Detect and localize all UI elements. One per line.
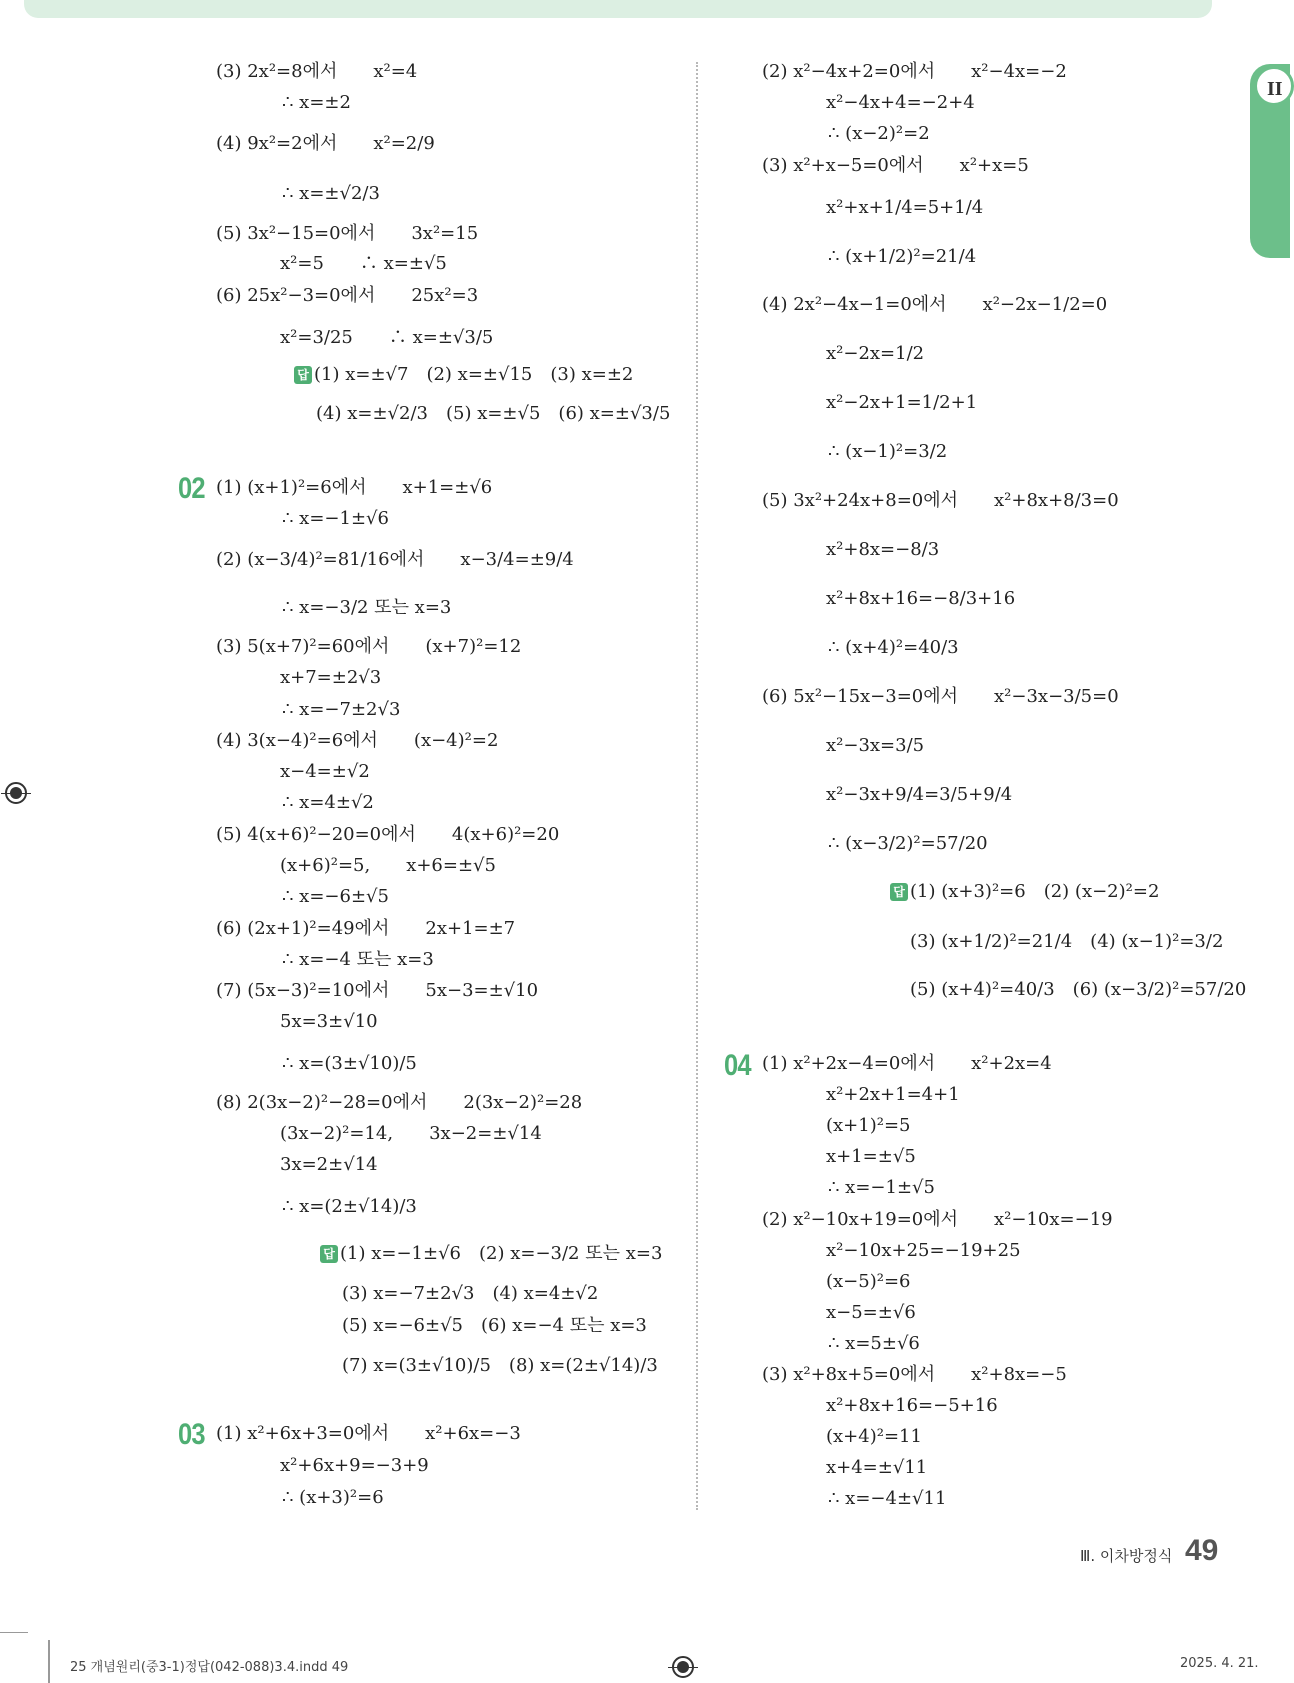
solution-line: ∴ x=4±√2 xyxy=(282,792,374,813)
registration-mark-icon xyxy=(5,782,27,804)
solution-line: (7) (5x−3)²=10에서 5x−3=±√10 xyxy=(216,980,539,1001)
solution-line: x²+2x+1=4+1 xyxy=(826,1084,960,1105)
answer-line: (7) x=(3±√10)/5 (8) x=(2±√14)/3 xyxy=(342,1355,658,1376)
solution-line: (5) 3x²−15=0에서 3x²=15 xyxy=(216,223,479,244)
answer-line xyxy=(320,1242,662,1266)
solution-line: (6) (2x+1)²=49에서 2x+1=±7 xyxy=(216,918,516,939)
answer-text: (1) x=−1±√6 (2) x=−3/2 또는 x=3 xyxy=(340,1243,663,1264)
solution-line: ∴ (x+1/2)²=21/4 xyxy=(828,246,977,267)
answer-badge: 답 xyxy=(320,1245,338,1263)
solution-line: ∴ x=±2 xyxy=(282,92,351,113)
crop-line xyxy=(48,1640,50,1683)
solution-line: 3x=2±√14 xyxy=(280,1154,378,1175)
solution-line: ∴ x=(3±√10)/5 xyxy=(282,1053,417,1074)
solution-line: (x−5)²=6 xyxy=(826,1271,911,1292)
answer-badge: 답 xyxy=(890,883,908,901)
solution-line: ∴ x=−4 또는 x=3 xyxy=(282,949,434,970)
solution-line: (x+6)²=5, x+6=±√5 xyxy=(280,855,496,876)
solution-line: x²−2x+1=1/2+1 xyxy=(826,392,978,413)
top-decorative-bar xyxy=(24,0,1212,18)
solution-line: x+1=±√5 xyxy=(826,1146,916,1167)
solution-line: (3) 5(x+7)²=60에서 (x+7)²=12 xyxy=(216,636,522,657)
file-info: 25 개념원리(중3-1)정답(042-088)3.4.indd 49 xyxy=(70,1660,349,1675)
solution-line: ∴ (x+4)²=40/3 xyxy=(828,637,959,658)
solution-line: ∴ (x−2)²=2 xyxy=(828,123,930,144)
solution-line: (x+4)²=11 xyxy=(826,1426,922,1447)
solution-line: ∴ x=(2±√14)/3 xyxy=(282,1196,417,1217)
crop-line xyxy=(0,1632,28,1633)
solution-line: (1) x²+6x+3=0에서 x²+6x=−3 xyxy=(216,1423,521,1444)
question-number: 04 xyxy=(724,1049,751,1082)
solution-line: (6) 25x²−3=0에서 25x²=3 xyxy=(216,285,479,306)
solution-line: (2) x²−4x+2=0에서 x²−4x=−2 xyxy=(762,61,1067,82)
solution-line: x−4=±√2 xyxy=(280,761,370,782)
solution-line: (2) (x−3/4)²=81/16에서 x−3/4=±9/4 xyxy=(216,549,574,570)
solution-line: x²+8x=−8/3 xyxy=(826,539,940,560)
solution-line: (4) 3(x−4)²=6에서 (x−4)²=2 xyxy=(216,730,499,751)
solution-line: (8) 2(3x−2)²−28=0에서 2(3x−2)²=28 xyxy=(216,1092,583,1113)
solution-line: ∴ (x+3)²=6 xyxy=(282,1487,384,1508)
solution-line: x²−3x+9/4=3/5+9/4 xyxy=(826,784,1013,805)
solution-line: ∴ x=−7±2√3 xyxy=(282,699,401,720)
solution-line: ∴ x=−4±√11 xyxy=(828,1488,947,1509)
answer-line: (5) (x+4)²=40/3 (6) (x−3/2)²=57/20 xyxy=(910,979,1247,1000)
solution-line: x+4=±√11 xyxy=(826,1457,928,1478)
solution-line: x²+8x+16=−8/3+16 xyxy=(826,588,1016,609)
column-divider xyxy=(696,62,698,1510)
answer-line: (3) x=−7±2√3 (4) x=4±√2 xyxy=(342,1283,599,1304)
solution-line: ∴ x=±√2/3 xyxy=(282,183,380,204)
answer-line: (5) x=−6±√5 (6) x=−4 또는 x=3 xyxy=(342,1315,647,1336)
solution-line: ∴ x=−1±√5 xyxy=(828,1177,935,1198)
solution-line: x²−2x=1/2 xyxy=(826,343,925,364)
solution-line: (5) 4(x+6)²−20=0에서 4(x+6)²=20 xyxy=(216,824,560,845)
solution-line: x²+8x+16=−5+16 xyxy=(826,1395,998,1416)
solution-line: x−5=±√6 xyxy=(826,1302,916,1323)
solution-line: ∴ x=−3/2 또는 x=3 xyxy=(282,597,452,618)
solution-line: ∴ x=−1±√6 xyxy=(282,508,389,529)
print-date: 2025. 4. 21. xyxy=(1180,1656,1259,1671)
question-number: 03 xyxy=(178,1418,205,1451)
solution-line: (x+1)²=5 xyxy=(826,1115,911,1136)
solution-line: (3) 2x²=8에서 x²=4 xyxy=(216,61,418,82)
chapter-title: Ⅲ. 이차방정식 xyxy=(1080,1547,1173,1565)
answer-line: (4) x=±√2/3 (5) x=±√5 (6) x=±√3/5 xyxy=(316,403,671,424)
solution-line: 5x=3±√10 xyxy=(280,1011,378,1032)
solution-line: (3x−2)²=14, 3x−2=±√14 xyxy=(280,1123,542,1144)
solution-line: ∴ x=−6±√5 xyxy=(282,886,389,907)
solution-line: ∴ (x−1)²=3/2 xyxy=(828,441,948,462)
chapter-tab-label: II xyxy=(1254,66,1294,106)
solution-line: ∴ (x−3/2)²=57/20 xyxy=(828,833,988,854)
answer-text: (1) (x+3)²=6 (2) (x−2)²=2 xyxy=(910,881,1160,902)
solution-line: (4) 9x²=2에서 x²=2/9 xyxy=(216,133,435,154)
solution-line: (3) x²+x−5=0에서 x²+x=5 xyxy=(762,155,1029,176)
solution-line: x²−4x+4=−2+4 xyxy=(826,92,975,113)
solution-line: (5) 3x²+24x+8=0에서 x²+8x+8/3=0 xyxy=(762,490,1119,511)
answer-text: (1) x=±√7 (2) x=±√15 (3) x=±2 xyxy=(314,364,634,385)
solution-line: x²+6x+9=−3+9 xyxy=(280,1455,429,1476)
solution-line: (6) 5x²−15x−3=0에서 x²−3x−3/5=0 xyxy=(762,686,1119,707)
solution-line: (2) x²−10x+19=0에서 x²−10x=−19 xyxy=(762,1209,1113,1230)
solution-line: x²=3/25 ∴ x=±√3/5 xyxy=(280,327,494,348)
answer-line xyxy=(890,880,1159,904)
solution-line: x²−10x+25=−19+25 xyxy=(826,1240,1021,1261)
page-number: 49 xyxy=(1185,1534,1219,1567)
solution-line: x+7=±2√3 xyxy=(280,667,382,688)
solution-line: x²=5 ∴ x=±√5 xyxy=(280,253,447,274)
solution-line: (1) x²+2x−4=0에서 x²+2x=4 xyxy=(762,1053,1052,1074)
answer-badge: 답 xyxy=(294,366,312,384)
answer-line xyxy=(294,363,633,387)
question-number: 02 xyxy=(178,472,205,505)
registration-mark-icon xyxy=(672,1656,694,1678)
solution-line: x²+x+1/4=5+1/4 xyxy=(826,197,984,218)
answer-line: (3) (x+1/2)²=21/4 (4) (x−1)²=3/2 xyxy=(910,931,1224,952)
solution-line: ∴ x=5±√6 xyxy=(828,1333,920,1354)
chapter-side-tab xyxy=(1250,64,1290,258)
solution-line: (4) 2x²−4x−1=0에서 x²−2x−1/2=0 xyxy=(762,294,1108,315)
solution-line: (1) (x+1)²=6에서 x+1=±√6 xyxy=(216,477,493,498)
solution-line: x²−3x=3/5 xyxy=(826,735,925,756)
solution-line: (3) x²+8x+5=0에서 x²+8x=−5 xyxy=(762,1364,1067,1385)
